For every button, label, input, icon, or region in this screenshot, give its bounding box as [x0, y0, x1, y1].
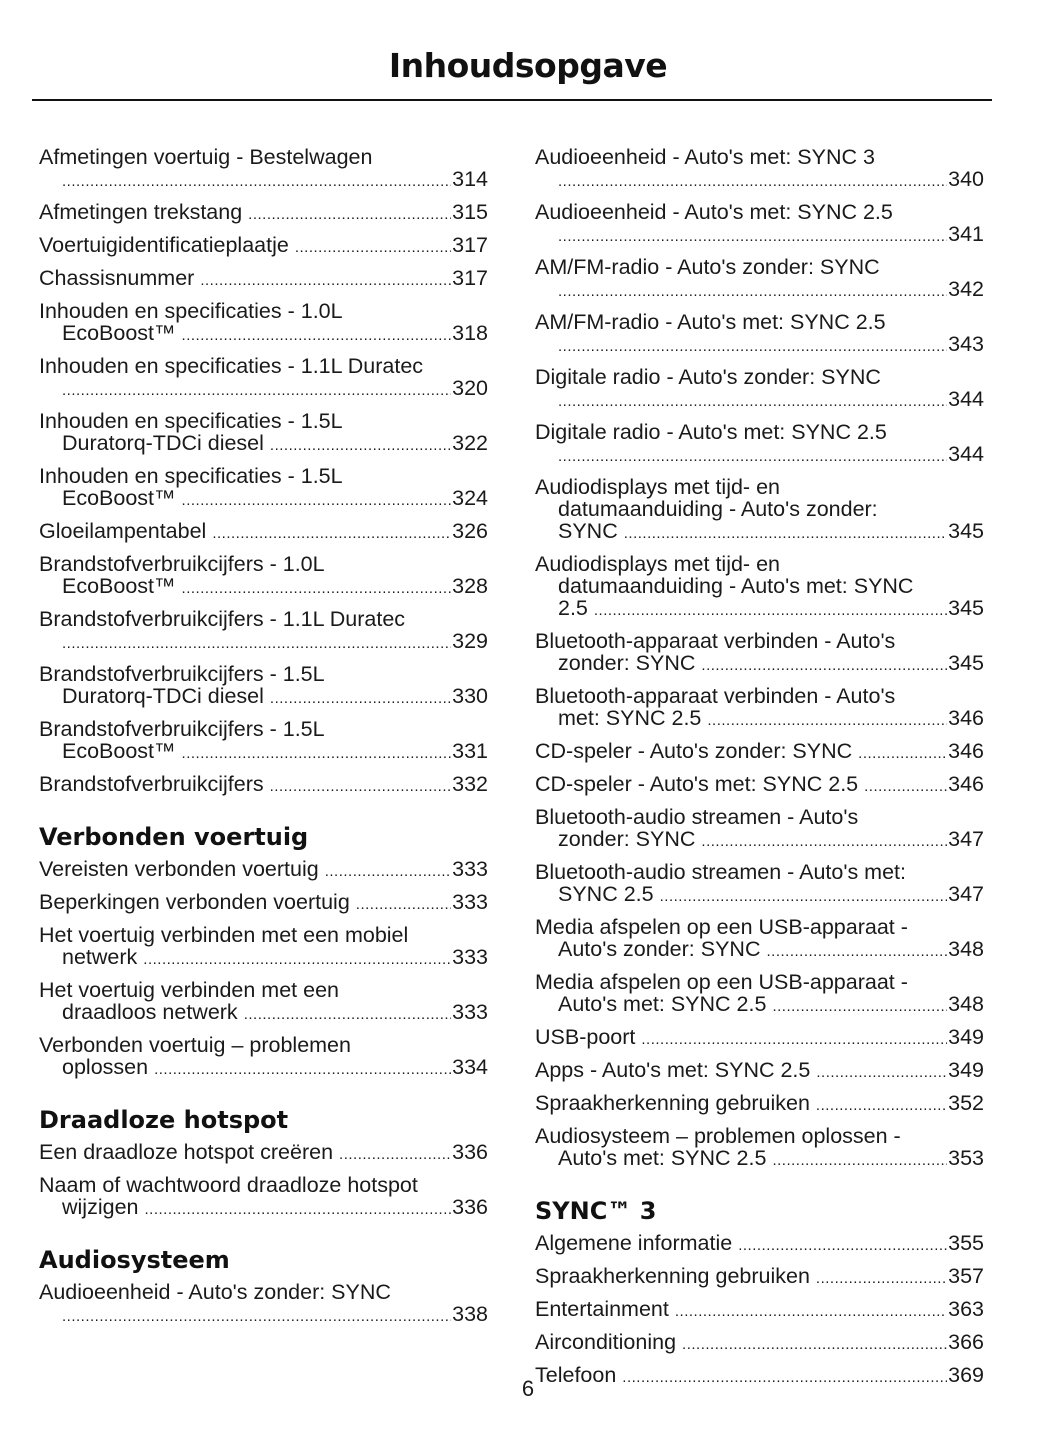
toc-entry-title: Bluetooth-apparaat verbinden - Auto's — [535, 629, 896, 653]
toc-entry-title: Bluetooth-audio streamen - Auto's met: — [535, 860, 907, 884]
toc-section-heading: Draadloze hotspot — [39, 1106, 289, 1134]
toc-entry[interactable] — [535, 740, 984, 765]
toc-entry-continuation — [535, 938, 984, 963]
toc-page-number: 345 — [948, 651, 984, 675]
toc-entry[interactable] — [39, 355, 488, 402]
toc-entry[interactable] — [39, 300, 488, 347]
toc-page-number: 315 — [452, 200, 488, 224]
toc-entry-title: Audiodisplays met tijd- en — [535, 552, 780, 576]
toc-page-number: 334 — [452, 1055, 488, 1079]
toc-page-number: 357 — [948, 1264, 984, 1288]
toc-entry-title: Spraakherkenning gebruiken — [535, 1264, 810, 1288]
toc-page-number: 333 — [452, 890, 488, 914]
toc-entry-continuation — [535, 883, 984, 908]
toc-page-number: 345 — [948, 519, 984, 543]
toc-entry-continuation — [535, 597, 984, 622]
toc-entry[interactable] — [535, 1265, 984, 1290]
toc-entry-title: Inhouden en specificaties - 1.0L — [39, 299, 343, 323]
toc-dot-leader — [182, 578, 452, 600]
toc-page-number: 330 — [452, 684, 488, 708]
toc-entry[interactable] — [39, 465, 488, 512]
toc-entry-title: Audioeenheid - Auto's zonder: SYNC — [39, 1280, 391, 1304]
toc-entry-continuation — [39, 432, 488, 457]
toc-entry[interactable] — [535, 806, 984, 853]
toc-entry[interactable] — [39, 1034, 488, 1081]
toc-entry-continuation — [535, 333, 984, 358]
toc-entry-title: Bluetooth-audio streamen - Auto's — [535, 805, 859, 829]
toc-entry-title: Een draadloze hotspot creëren — [39, 1140, 334, 1164]
toc-entry-title: Audiosysteem – problemen oplossen - — [535, 1124, 901, 1148]
toc-page-number: 343 — [948, 332, 984, 356]
toc-entry[interactable] — [535, 916, 984, 963]
toc-entry-title-cont: oplossen — [62, 1055, 149, 1079]
toc-page-number: 318 — [452, 321, 488, 345]
toc-entry-title: Brandstofverbruikcijfers — [39, 772, 264, 796]
toc-entry[interactable] — [39, 663, 488, 710]
toc-entry-continuation — [535, 652, 984, 677]
toc-entry-title: CD-speler - Auto's zonder: SYNC — [535, 739, 853, 763]
page-number: 6 — [521, 1376, 535, 1401]
toc-entry-title: Telefoon — [535, 1363, 617, 1387]
toc-entry-title-cont: netwerk — [62, 945, 138, 969]
toc-dot-leader — [594, 600, 947, 622]
toc-page-number: 355 — [948, 1231, 984, 1255]
toc-page-number: 332 — [452, 772, 488, 796]
toc-dot-leader — [558, 171, 947, 193]
toc-section-heading: SYNC™ 3 — [535, 1197, 657, 1225]
toc-entry[interactable] — [39, 979, 488, 1026]
toc-entry-continuation — [39, 1001, 488, 1026]
toc-entry[interactable] — [535, 366, 984, 413]
toc-entry[interactable] — [535, 1331, 984, 1356]
toc-entry[interactable] — [535, 201, 984, 248]
toc-page-number: 333 — [452, 857, 488, 881]
toc-dot-leader — [62, 1306, 451, 1328]
toc-entry-title: AM/FM-radio - Auto's met: SYNC 2.5 — [535, 310, 886, 334]
toc-entry-title: Media afspelen op een USB-apparaat - — [535, 915, 908, 939]
toc-entry-continuation — [535, 707, 984, 732]
toc-entry-title: CD-speler - Auto's met: SYNC 2.5 — [535, 772, 859, 796]
toc-entry-title: datumaanduiding - Auto's zonder: — [558, 497, 878, 521]
toc-entry[interactable] — [39, 1141, 488, 1166]
toc-dot-leader — [675, 1301, 947, 1323]
toc-entry-title: Het voertuig verbinden met een — [39, 978, 339, 1002]
toc-entry[interactable] — [535, 861, 984, 908]
toc-entry-title: Airconditioning — [535, 1330, 677, 1354]
toc-dot-leader — [62, 633, 451, 655]
toc-entry-continuation — [39, 1196, 488, 1221]
toc-entry[interactable] — [535, 1092, 984, 1117]
toc-entry-title: Media afspelen op een USB-apparaat - — [535, 970, 908, 994]
toc-entry[interactable] — [39, 553, 488, 600]
toc-entry[interactable] — [535, 773, 984, 798]
toc-entry[interactable] — [535, 256, 984, 303]
toc-page-number: 348 — [948, 992, 984, 1016]
toc-entry-title: Bluetooth-apparaat verbinden - Auto's — [535, 684, 896, 708]
toc-page-number: 363 — [948, 1297, 984, 1321]
toc-entry-title: Spraakherkenning gebruiken — [535, 1091, 810, 1115]
toc-entry-title: Entertainment — [535, 1297, 669, 1321]
toc-page-number: 317 — [452, 266, 488, 290]
toc-entry-continuation — [535, 828, 984, 853]
toc-entry-title: Brandstofverbruikcijfers - 1.5L — [39, 717, 325, 741]
toc-entry-title: Algemene informatie — [535, 1231, 733, 1255]
toc-dot-leader — [660, 886, 948, 908]
toc-page-number: 352 — [948, 1091, 984, 1115]
toc-page-number: 341 — [948, 222, 984, 246]
toc-page-number: 328 — [452, 574, 488, 598]
toc-entry[interactable] — [535, 1026, 984, 1051]
toc-entry[interactable] — [535, 421, 984, 468]
toc-dot-leader — [766, 941, 947, 963]
toc-entry[interactable] — [535, 1298, 984, 1323]
toc-entry[interactable] — [535, 971, 984, 1018]
toc-page-number: 348 — [948, 937, 984, 961]
toc-page-number: 344 — [948, 442, 984, 466]
toc-entry-continuation — [535, 520, 984, 545]
toc-dot-leader — [558, 336, 947, 358]
toc-entry-title: Afmetingen trekstang — [39, 200, 243, 224]
toc-entry-continuation — [39, 685, 488, 710]
toc-entry-continuation — [535, 388, 984, 413]
toc-entry[interactable] — [535, 685, 984, 732]
toc-entry-title: Inhouden en specificaties - 1.1L Duratec — [39, 354, 424, 378]
toc-entry-continuation — [535, 993, 984, 1018]
toc-entry[interactable] — [39, 1281, 488, 1328]
toc-page-number: 320 — [452, 376, 488, 400]
toc-entry[interactable] — [39, 201, 488, 226]
toc-entry-title-cont: met: SYNC 2.5 — [558, 706, 702, 730]
toc-entry-title: Inhouden en specificaties - 1.5L — [39, 464, 343, 488]
toc-page-number: 342 — [948, 277, 984, 301]
toc-entry-title: Chassisnummer — [39, 266, 195, 290]
toc-dot-leader — [143, 949, 451, 971]
toc-entry[interactable] — [39, 718, 488, 765]
toc-page-number: 324 — [452, 486, 488, 510]
toc-page-number: 366 — [948, 1330, 984, 1354]
toc-dot-leader — [772, 996, 947, 1018]
toc-page-number: 347 — [948, 882, 984, 906]
toc-page-number: 369 — [948, 1363, 984, 1387]
toc-entry[interactable] — [535, 476, 984, 545]
toc-dot-leader — [182, 325, 452, 347]
toc-dot-leader — [772, 1150, 947, 1172]
toc-page-number: 346 — [948, 739, 984, 763]
toc-entry-title: Audioeenheid - Auto's met: SYNC 2.5 — [535, 200, 893, 224]
toc-entry[interactable] — [39, 924, 488, 971]
toc-dot-leader — [200, 270, 451, 292]
toc-entry-title-cont: EcoBoost™ — [62, 321, 176, 345]
toc-dot-leader — [295, 237, 451, 259]
toc-entry[interactable] — [535, 146, 984, 193]
toc-entry[interactable] — [39, 267, 488, 292]
toc-entry-continuation — [39, 1056, 488, 1081]
toc-entry[interactable] — [39, 410, 488, 457]
toc-entry-title-cont: wijzigen — [62, 1195, 139, 1219]
toc-dot-leader — [858, 743, 947, 765]
toc-entry-title: Digitale radio - Auto's met: SYNC 2.5 — [535, 420, 887, 444]
toc-dot-leader — [356, 894, 451, 916]
toc-entry-title-cont: Auto's met: SYNC 2.5 — [558, 992, 767, 1016]
toc-page-number: 333 — [452, 945, 488, 969]
toc-dot-leader — [270, 776, 451, 798]
toc-entry-continuation — [39, 168, 488, 193]
toc-left-column — [39, 146, 488, 1336]
toc-dot-leader — [558, 391, 947, 413]
toc-page-number: 349 — [948, 1058, 984, 1082]
toc-page-number: 336 — [452, 1195, 488, 1219]
toc-entry-continuation — [39, 322, 488, 347]
toc-entry-title: Verbonden voertuig – problemen — [39, 1033, 351, 1057]
toc-dot-leader — [701, 831, 947, 853]
toc-entry[interactable] — [39, 1174, 488, 1221]
toc-entry[interactable] — [535, 1232, 984, 1257]
toc-entry-title: Het voertuig verbinden met een mobiel — [39, 923, 409, 947]
toc-entry[interactable] — [39, 520, 488, 545]
toc-entry-continuation — [39, 740, 488, 765]
toc-entry-title: Gloeilampentabel — [39, 519, 207, 543]
toc-entry-title-cont: zonder: SYNC — [558, 651, 696, 675]
toc-page-number: 329 — [452, 629, 488, 653]
toc-entry-continuation — [535, 168, 984, 193]
toc-entry-continuation — [39, 487, 488, 512]
toc-dot-leader — [212, 523, 451, 545]
toc-page-number: 353 — [948, 1146, 984, 1170]
toc-section-heading: Verbonden voertuig — [39, 823, 309, 851]
toc-dot-leader — [816, 1268, 947, 1290]
toc-entry-title: Brandstofverbruikcijfers - 1.0L — [39, 552, 325, 576]
toc-dot-leader — [154, 1059, 451, 1081]
toc-dot-leader — [144, 1199, 451, 1221]
toc-page-number: 346 — [948, 706, 984, 730]
toc-entry[interactable] — [39, 891, 488, 916]
toc-entry[interactable] — [39, 234, 488, 259]
toc-entry[interactable] — [39, 773, 488, 798]
toc-page-number: 314 — [452, 167, 488, 191]
toc-dot-leader — [682, 1334, 947, 1356]
toc-dot-leader — [701, 655, 947, 677]
toc-entry-title: Inhouden en specificaties - 1.5L — [39, 409, 343, 433]
toc-dot-leader — [738, 1235, 947, 1257]
page-title: Inhoudsopgave — [388, 46, 668, 85]
toc-entry-title-cont: EcoBoost™ — [62, 739, 176, 763]
toc-entry-title: Brandstofverbruikcijfers - 1.1L Duratec — [39, 607, 406, 631]
toc-dot-leader — [270, 435, 451, 457]
toc-dot-leader — [182, 490, 452, 512]
toc-dot-leader — [325, 861, 451, 883]
toc-page-number: 347 — [948, 827, 984, 851]
toc-dot-leader — [641, 1029, 947, 1051]
toc-entry[interactable] — [39, 608, 488, 655]
toc-entry-title: AM/FM-radio - Auto's zonder: SYNC — [535, 255, 880, 279]
toc-dot-leader — [339, 1144, 451, 1166]
toc-page-number: 338 — [452, 1302, 488, 1326]
toc-dot-leader — [182, 743, 452, 765]
title-divider — [32, 99, 992, 101]
toc-entry-continuation — [39, 946, 488, 971]
toc-dot-leader — [270, 688, 451, 710]
toc-entry-title: Audiodisplays met tijd- en — [535, 475, 780, 499]
toc-entry-title-cont: SYNC — [558, 519, 618, 543]
toc-entry-continuation — [535, 1147, 984, 1172]
toc-entry-title-cont: Auto's met: SYNC 2.5 — [558, 1146, 767, 1170]
toc-page-number: 344 — [948, 387, 984, 411]
toc-page-number: 331 — [452, 739, 488, 763]
toc-entry-title: USB-poort — [535, 1025, 636, 1049]
toc-page-number: 340 — [948, 167, 984, 191]
toc-entry-title-cont: zonder: SYNC — [558, 827, 696, 851]
toc-entry-continuation — [535, 223, 984, 248]
toc-dot-leader — [244, 1004, 451, 1026]
toc-entry-continuation — [39, 377, 488, 402]
toc-page-number: 346 — [948, 772, 984, 796]
toc-entry-title-cont: draadloos netwerk — [62, 1000, 238, 1024]
toc-dot-leader — [558, 226, 947, 248]
toc-entry-title-cont: Auto's zonder: SYNC — [558, 937, 761, 961]
toc-entry-continuation — [535, 443, 984, 468]
toc-entry-continuation — [39, 630, 488, 655]
toc-entry[interactable] — [39, 858, 488, 883]
toc-page-number: 345 — [948, 596, 984, 620]
toc-right-column — [535, 146, 984, 1397]
toc-entry-title: Naam of wachtwoord draadloze hotspot — [39, 1173, 418, 1197]
toc-entry-continuation — [535, 278, 984, 303]
toc-dot-leader — [624, 523, 947, 545]
toc-entry[interactable] — [535, 630, 984, 677]
toc-entry[interactable] — [535, 311, 984, 358]
toc-page-number: 317 — [452, 233, 488, 257]
toc-dot-leader — [864, 776, 947, 798]
toc-page-number: 322 — [452, 431, 488, 455]
toc-entry-title: Voertuigidentificatieplaatje — [39, 233, 289, 257]
toc-page-number: 349 — [948, 1025, 984, 1049]
toc-dot-leader — [707, 710, 947, 732]
toc-entry[interactable] — [535, 553, 984, 622]
toc-entry-title-cont: EcoBoost™ — [62, 574, 176, 598]
toc-entry-title: Beperkingen verbonden voertuig — [39, 890, 350, 914]
toc-dot-leader — [558, 281, 947, 303]
toc-entry[interactable] — [535, 1059, 984, 1084]
toc-dot-leader — [816, 1062, 947, 1084]
toc-dot-leader — [62, 171, 451, 193]
toc-dot-leader — [558, 446, 947, 468]
toc-entry-title-cont: EcoBoost™ — [62, 486, 176, 510]
toc-page-number: 336 — [452, 1140, 488, 1164]
toc-entry-title-cont: 2.5 — [558, 596, 588, 620]
toc-entry-title-cont: Duratorq-TDCi diesel — [62, 431, 264, 455]
toc-dot-leader — [816, 1095, 947, 1117]
toc-dot-leader — [248, 204, 451, 226]
toc-page-number: 333 — [452, 1000, 488, 1024]
toc-page-number: 326 — [452, 519, 488, 543]
toc-entry-continuation — [39, 1303, 488, 1328]
toc-entry[interactable] — [535, 1125, 984, 1172]
toc-section-heading: Audiosysteem — [39, 1246, 230, 1274]
toc-entry-title: Audioeenheid - Auto's met: SYNC 3 — [535, 145, 875, 169]
toc-dot-leader — [62, 380, 451, 402]
toc-entry-title: Brandstofverbruikcijfers - 1.5L — [39, 662, 325, 686]
toc-entry-title-cont: SYNC 2.5 — [558, 882, 654, 906]
toc-entry[interactable] — [39, 146, 488, 193]
toc-entry-title: Afmetingen voertuig - Bestelwagen — [39, 145, 373, 169]
toc-entry-title: Vereisten verbonden voertuig — [39, 857, 319, 881]
toc-entry-title: datumaanduiding - Auto's met: SYNC — [558, 574, 914, 598]
toc-entry-title: Apps - Auto's met: SYNC 2.5 — [535, 1058, 811, 1082]
toc-entry-title-cont: Duratorq-TDCi diesel — [62, 684, 264, 708]
toc-entry-continuation — [39, 575, 488, 600]
toc-entry-title: Digitale radio - Auto's zonder: SYNC — [535, 365, 881, 389]
